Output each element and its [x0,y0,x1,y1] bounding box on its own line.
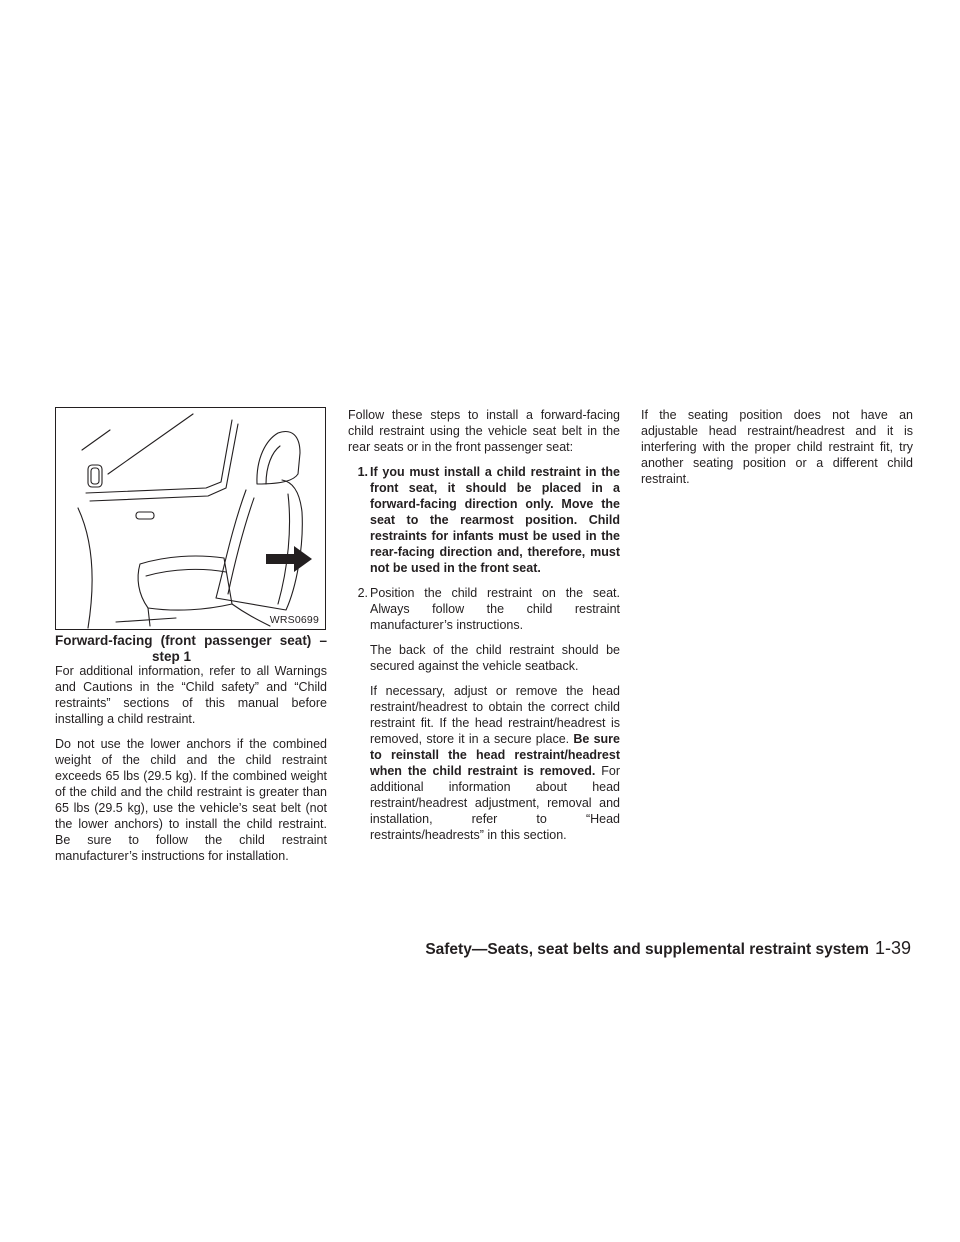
step-2-text: Position the child restraint on the seat. Always follow the child restraint manufacturer’s instructions. [370,586,620,632]
column-2 [348,407,620,852]
headrest-text-end: For additional information about head restraint/headrest adjustment, removal and installation, refer to “Head restraints/headrests” in this section. [370,764,620,842]
step-2-paragraph-seatback: The back of the child restraint should be secured against the vehicle seatback. [370,643,620,673]
figure-caption [55,633,327,665]
paragraph-no-adjustable-headrest: If the seating position does not have an adjustable head restraint/headrest and it is interfering with the proper child restraint fit, try another seating position or a different child restraint. [641,408,913,486]
headrest-warning-bold: Be sure to reinstall the head restraint/headrest when the child restraint is removed. [370,732,620,778]
step-1-number: 1. [357,465,368,479]
figure-caption-line1: Forward-facing (front passenger seat) – [55,633,327,648]
step-1 [348,464,620,576]
figure-code: WRS0699 [269,614,319,626]
step-2 [348,585,620,633]
paragraph-additional-info: For additional information, refer to all Warnings and Cautions in the “Child safety” and “Child restraints” sections of this manual before installing a child restraint. [55,664,327,726]
step-1-text: If you must install a child restraint in the front seat, it should be placed in a forward-facing direction only. Move the seat to the rearmost position. Child restraints for infants must be used in the rear-facing direction and, therefore, must not be used in the front seat. [370,465,620,575]
footer-section-title: Safety—Seats, seat belts and supplemental restraint system [425,941,869,958]
right-arrow-icon [266,546,312,572]
seat-illustration-figure [55,407,326,630]
step-2-number: 2. [357,586,368,600]
step-2-paragraph-headrest [348,683,620,843]
figure-caption-line2: step 1 [152,649,192,664]
headrest-text-start: If necessary, adjust or remove the head restraint/headrest to obtain the correct child restraint fit. If the head restraint/headrest is removed, store it in a secure place. [370,684,620,746]
page-number: 1-39 [874,938,911,958]
column-1 [55,663,327,873]
paragraph-steps-intro: Follow these steps to install a forward-facing child restraint using the vehicle seat belt in the rear seats or in the front passenger seat: [348,408,620,454]
seat-illustration [56,408,325,629]
column-3 [641,407,913,496]
paragraph-lower-anchors: Do not use the lower anchors if the combined weight of the child and the child restraint exceeds 65 lbs (29.5 kg). If the combined weight of the child and the child restraint is greater than 65 lbs (29.5 kg), use the vehicle’s seat belt (not the lower anchors) to install the child restraint. Be sure to follow the child restraint manufacturer’s instructions for installation. [55,737,327,863]
page-footer [425,936,911,962]
